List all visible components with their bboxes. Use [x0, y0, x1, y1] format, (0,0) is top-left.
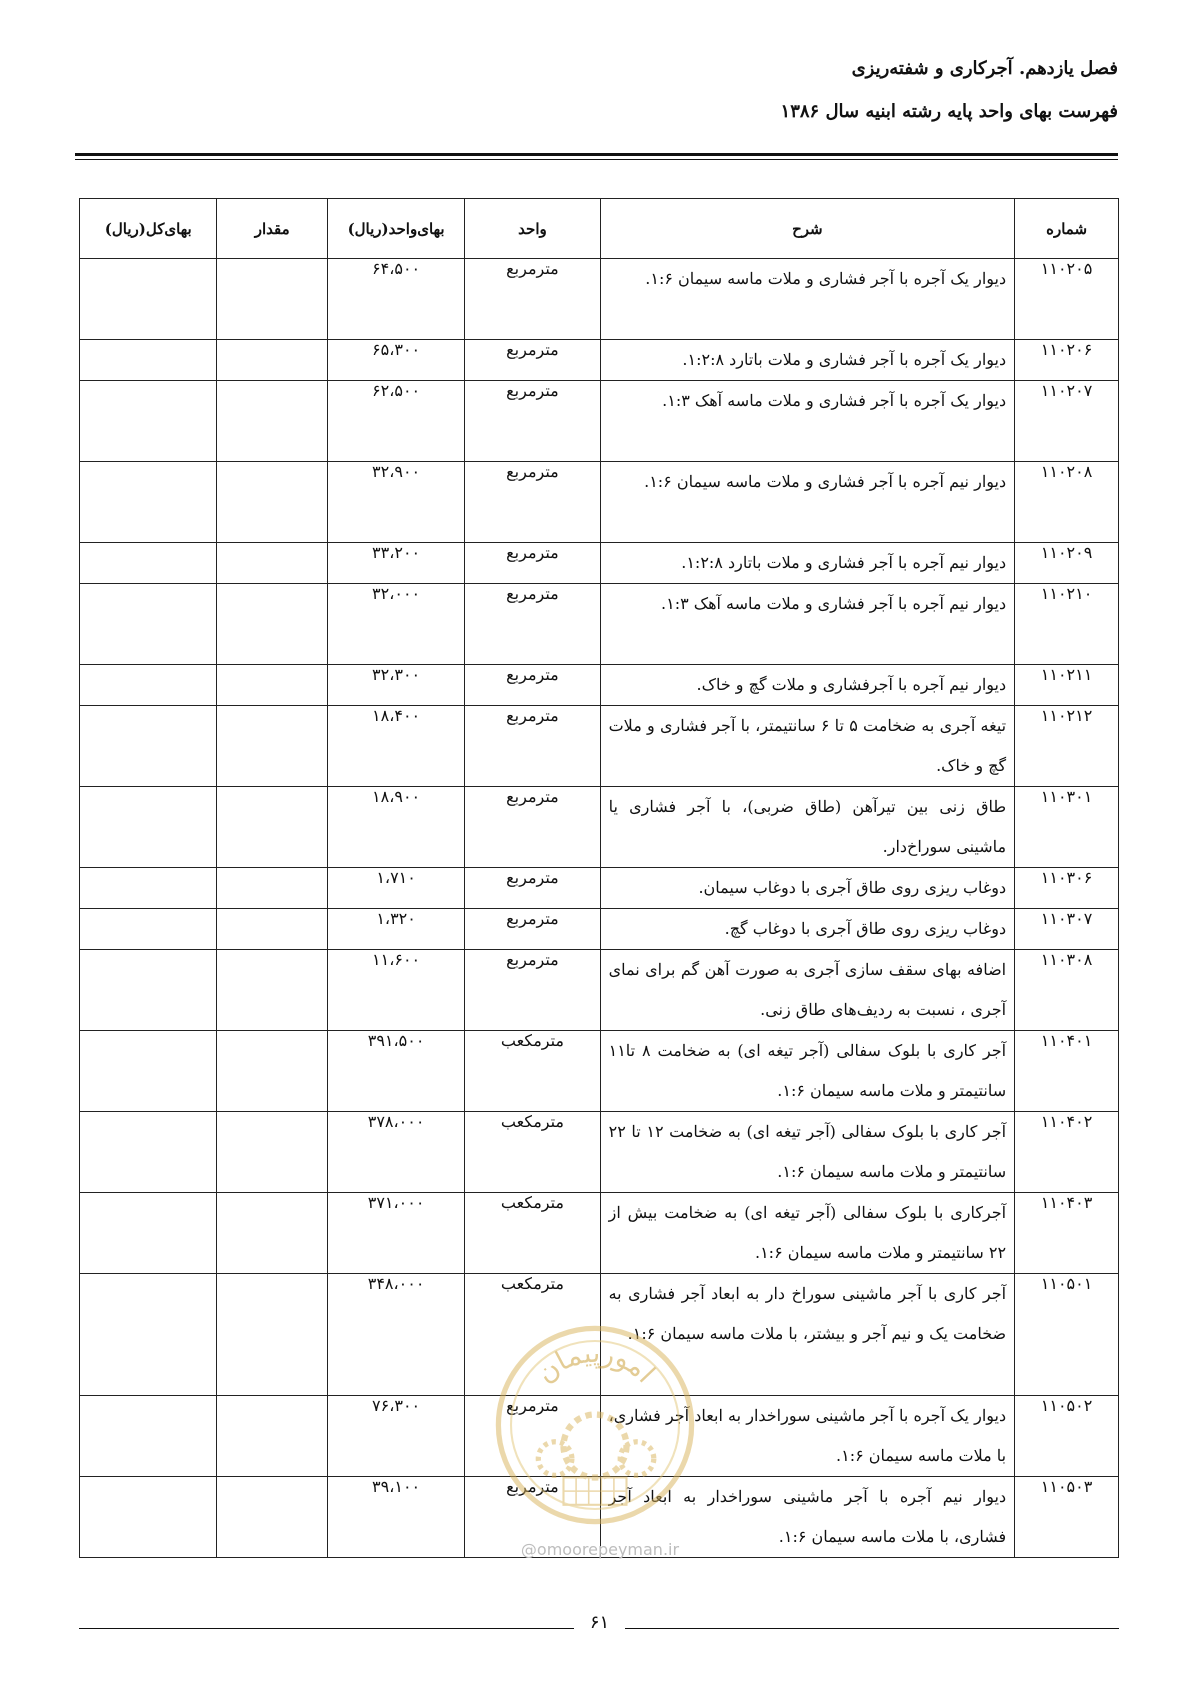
row-quantity [217, 543, 327, 584]
row-unit-price: ۳۲،۰۰۰ [327, 584, 464, 665]
table-row [80, 1396, 1119, 1477]
price-list-title: فهرست بهای واحد پایه رشته ابنیه سال ۱۳۸۶ [780, 101, 1118, 122]
row-description: آجر کاری با بلوک سفالی (آجر تیغه ای) به ضخامت ۸ تا۱۱ سانتیمتر و ملات ماسه سیمان ۱:۶. [600, 1031, 1015, 1112]
row-number: ۱۱۰۵۰۲ [1015, 1396, 1119, 1477]
row-unit-price: ۱۱،۶۰۰ [327, 950, 464, 1031]
col-header-quantity: مقدار [217, 199, 327, 259]
row-quantity [217, 584, 327, 665]
row-total [80, 543, 217, 584]
row-unit-price: ۱،۷۱۰ [327, 868, 464, 909]
row-number: ۱۱۰۲۱۱ [1015, 665, 1119, 706]
row-number: ۱۱۰۳۰۷ [1015, 909, 1119, 950]
row-total [80, 868, 217, 909]
row-quantity [217, 381, 327, 462]
row-number: ۱۱۰۳۰۱ [1015, 787, 1119, 868]
row-quantity [217, 1193, 327, 1274]
row-total [80, 462, 217, 543]
row-unit: مترمکعب [465, 1274, 600, 1396]
row-unit-price: ۳۲،۳۰۰ [327, 665, 464, 706]
table-row [80, 381, 1119, 462]
row-number: ۱۱۰۴۰۱ [1015, 1031, 1119, 1112]
table-row [80, 665, 1119, 706]
table-row [80, 706, 1119, 787]
row-description: دیوار نیم آجره با آجر فشاری و ملات باتارد ۱:۲:۸. [600, 543, 1015, 584]
row-description: دیوار نیم آجره با آجر فشاری و ملات ماسه سیمان ۱:۶. [600, 462, 1015, 543]
table-row [80, 1112, 1119, 1193]
col-header-description: شرح [600, 199, 1015, 259]
row-unit: مترمربع [465, 706, 600, 787]
row-unit: مترمربع [465, 1396, 600, 1477]
row-quantity [217, 1112, 327, 1193]
row-unit-price: ۶۲،۵۰۰ [327, 381, 464, 462]
row-unit-price: ۳۷۱،۰۰۰ [327, 1193, 464, 1274]
row-unit-price: ۶۴،۵۰۰ [327, 259, 464, 340]
row-unit-price: ۳۲،۹۰۰ [327, 462, 464, 543]
table-row [80, 909, 1119, 950]
row-description: دوغاب ریزی روی طاق آجری با دوغاب گچ. [600, 909, 1015, 950]
row-quantity [217, 1477, 327, 1558]
row-quantity [217, 706, 327, 787]
chapter-title: فصل یازدهم. آجرکاری و شفته‌ریزی [851, 58, 1118, 79]
table-row [80, 340, 1119, 381]
row-number: ۱۱۰۲۱۲ [1015, 706, 1119, 787]
row-unit: مترمربع [465, 787, 600, 868]
row-number: ۱۱۰۲۰۵ [1015, 259, 1119, 340]
row-description: آجرکاری با بلوک سفالی (آجر تیغه ای) به ضخامت بیش از ۲۲ سانتیمتر و ملات ماسه سیمان ۱:۶. [600, 1193, 1015, 1274]
row-description: دوغاب ریزی روی طاق آجری با دوغاب سیمان. [600, 868, 1015, 909]
row-total [80, 1112, 217, 1193]
row-total [80, 787, 217, 868]
table-row [80, 787, 1119, 868]
table-row [80, 259, 1119, 340]
row-quantity [217, 340, 327, 381]
row-total [80, 665, 217, 706]
row-quantity [217, 868, 327, 909]
row-description: طاق زنی بین تیرآهن (طاق ضربی)، با آجر فشاری یا ماشینی سوراخ‌دار. [600, 787, 1015, 868]
row-unit: مترمکعب [465, 1193, 600, 1274]
row-number: ۱۱۰۴۰۲ [1015, 1112, 1119, 1193]
row-description: دیوار نیم آجره با آجرفشاری و ملات گچ و خاک. [600, 665, 1015, 706]
row-unit: مترمربع [465, 665, 600, 706]
row-unit-price: ۷۶،۳۰۰ [327, 1396, 464, 1477]
row-quantity [217, 259, 327, 340]
row-total [80, 909, 217, 950]
row-unit-price: ۳۹،۱۰۰ [327, 1477, 464, 1558]
row-unit: مترمکعب [465, 1031, 600, 1112]
table-header-row [80, 199, 1119, 259]
row-number: ۱۱۰۲۰۷ [1015, 381, 1119, 462]
row-number: ۱۱۰۲۰۸ [1015, 462, 1119, 543]
row-quantity [217, 665, 327, 706]
table-row [80, 1274, 1119, 1396]
price-table [79, 198, 1119, 1558]
table-row [80, 543, 1119, 584]
page-number: ۶۱ [589, 1612, 610, 1633]
row-unit: مترمربع [465, 868, 600, 909]
row-unit: مترمربع [465, 543, 600, 584]
row-number: ۱۱۰۵۰۳ [1015, 1477, 1119, 1558]
row-unit-price: ۳۴۸،۰۰۰ [327, 1274, 464, 1396]
row-unit-price: ۳۹۱،۵۰۰ [327, 1031, 464, 1112]
table-row [80, 1031, 1119, 1112]
row-unit-price: ۱۸،۹۰۰ [327, 787, 464, 868]
header-rule-thick [75, 153, 1118, 156]
row-quantity [217, 462, 327, 543]
row-total [80, 1193, 217, 1274]
row-total [80, 706, 217, 787]
row-total [80, 1477, 217, 1558]
row-total [80, 584, 217, 665]
row-unit-price: ۳۷۸،۰۰۰ [327, 1112, 464, 1193]
watermark-url: @omoorepeyman.ir [520, 1540, 680, 1559]
row-unit: مترمربع [465, 340, 600, 381]
row-number: ۱۱۰۳۰۶ [1015, 868, 1119, 909]
row-total [80, 381, 217, 462]
row-number: ۱۱۰۲۱۰ [1015, 584, 1119, 665]
table-row [80, 950, 1119, 1031]
table-row [80, 868, 1119, 909]
row-description: دیوار نیم آجره با آجر فشاری و ملات ماسه آهک ۱:۳. [600, 584, 1015, 665]
row-unit: مترمربع [465, 381, 600, 462]
col-header-unit: واحد [465, 199, 600, 259]
row-description: تیغه آجری به ضخامت ۵ تا ۶ سانتیمتر، با آجر فشاری و ملات گچ و خاک. [600, 706, 1015, 787]
row-unit: مترمکعب [465, 1112, 600, 1193]
row-number: ۱۱۰۲۰۶ [1015, 340, 1119, 381]
row-quantity [217, 909, 327, 950]
row-description: اضافه بهای سقف سازی آجری به صورت آهن گم برای نمای آجری ، نسبت به ردیف‌های طاق زنی. [600, 950, 1015, 1031]
row-total [80, 950, 217, 1031]
col-header-total-price: بهای‌کل(ریال) [80, 199, 217, 259]
row-number: ۱۱۰۳۰۸ [1015, 950, 1119, 1031]
row-quantity [217, 1274, 327, 1396]
row-unit: مترمربع [465, 909, 600, 950]
row-description: دیوار یک آجره با آجر فشاری و ملات ماسه سیمان ۱:۶. [600, 259, 1015, 340]
col-header-unit-price: بهای‌واحد(ریال) [327, 199, 464, 259]
row-unit-price: ۱،۳۲۰ [327, 909, 464, 950]
row-description: آجر کاری با بلوک سفالی (آجر تیغه ای) به ضخامت ۱۲ تا ۲۲ سانتیمتر و ملات ماسه سیمان ۱:۶. [600, 1112, 1015, 1193]
row-quantity [217, 787, 327, 868]
row-number: ۱۱۰۴۰۳ [1015, 1193, 1119, 1274]
seal-text: امورپیمان [530, 1337, 661, 1390]
row-description: آجر کاری با آجر ماشینی سوراخ دار به ابعاد آجر فشاری به ضخامت یک و نیم آجر و بیشتر، با ملات ماسه سیمان ۱:۶. [600, 1274, 1015, 1396]
row-number: ۱۱۰۲۰۹ [1015, 543, 1119, 584]
row-quantity [217, 950, 327, 1031]
col-header-number: شماره [1015, 199, 1119, 259]
row-unit: مترمربع [465, 584, 600, 665]
row-unit: مترمربع [465, 462, 600, 543]
row-description: دیوار نیم آجره با آجر ماشینی سوراخدار به ابعاد آجر فشاری، با ملات ماسه سیمان ۱:۶. [600, 1477, 1015, 1558]
row-total [80, 1031, 217, 1112]
row-unit-price: ۳۳،۲۰۰ [327, 543, 464, 584]
footer-rule-right [625, 1628, 1119, 1629]
row-description: دیوار یک آجره با آجر فشاری و ملات باتارد ۱:۲:۸. [600, 340, 1015, 381]
row-total [80, 340, 217, 381]
row-total [80, 1274, 217, 1396]
row-unit: مترمربع [465, 1477, 600, 1558]
footer-rule-left [79, 1628, 574, 1629]
table-row [80, 1193, 1119, 1274]
row-total [80, 259, 217, 340]
row-description: دیوار یک آجره با آجر فشاری و ملات ماسه آهک ۱:۳. [600, 381, 1015, 462]
page-header [781, 58, 1118, 122]
table-row [80, 584, 1119, 665]
row-unit: مترمربع [465, 950, 600, 1031]
row-unit-price: ۶۵،۳۰۰ [327, 340, 464, 381]
row-number: ۱۱۰۵۰۱ [1015, 1274, 1119, 1396]
row-quantity [217, 1396, 327, 1477]
row-description: دیوار یک آجره با آجر ماشینی سوراخدار به ابعاد آجر فشاری، با ملات ماسه سیمان ۱:۶. [600, 1396, 1015, 1477]
header-rule-thin [75, 159, 1118, 160]
row-unit: مترمربع [465, 259, 600, 340]
row-unit-price: ۱۸،۴۰۰ [327, 706, 464, 787]
row-total [80, 1396, 217, 1477]
row-quantity [217, 1031, 327, 1112]
table-row [80, 462, 1119, 543]
